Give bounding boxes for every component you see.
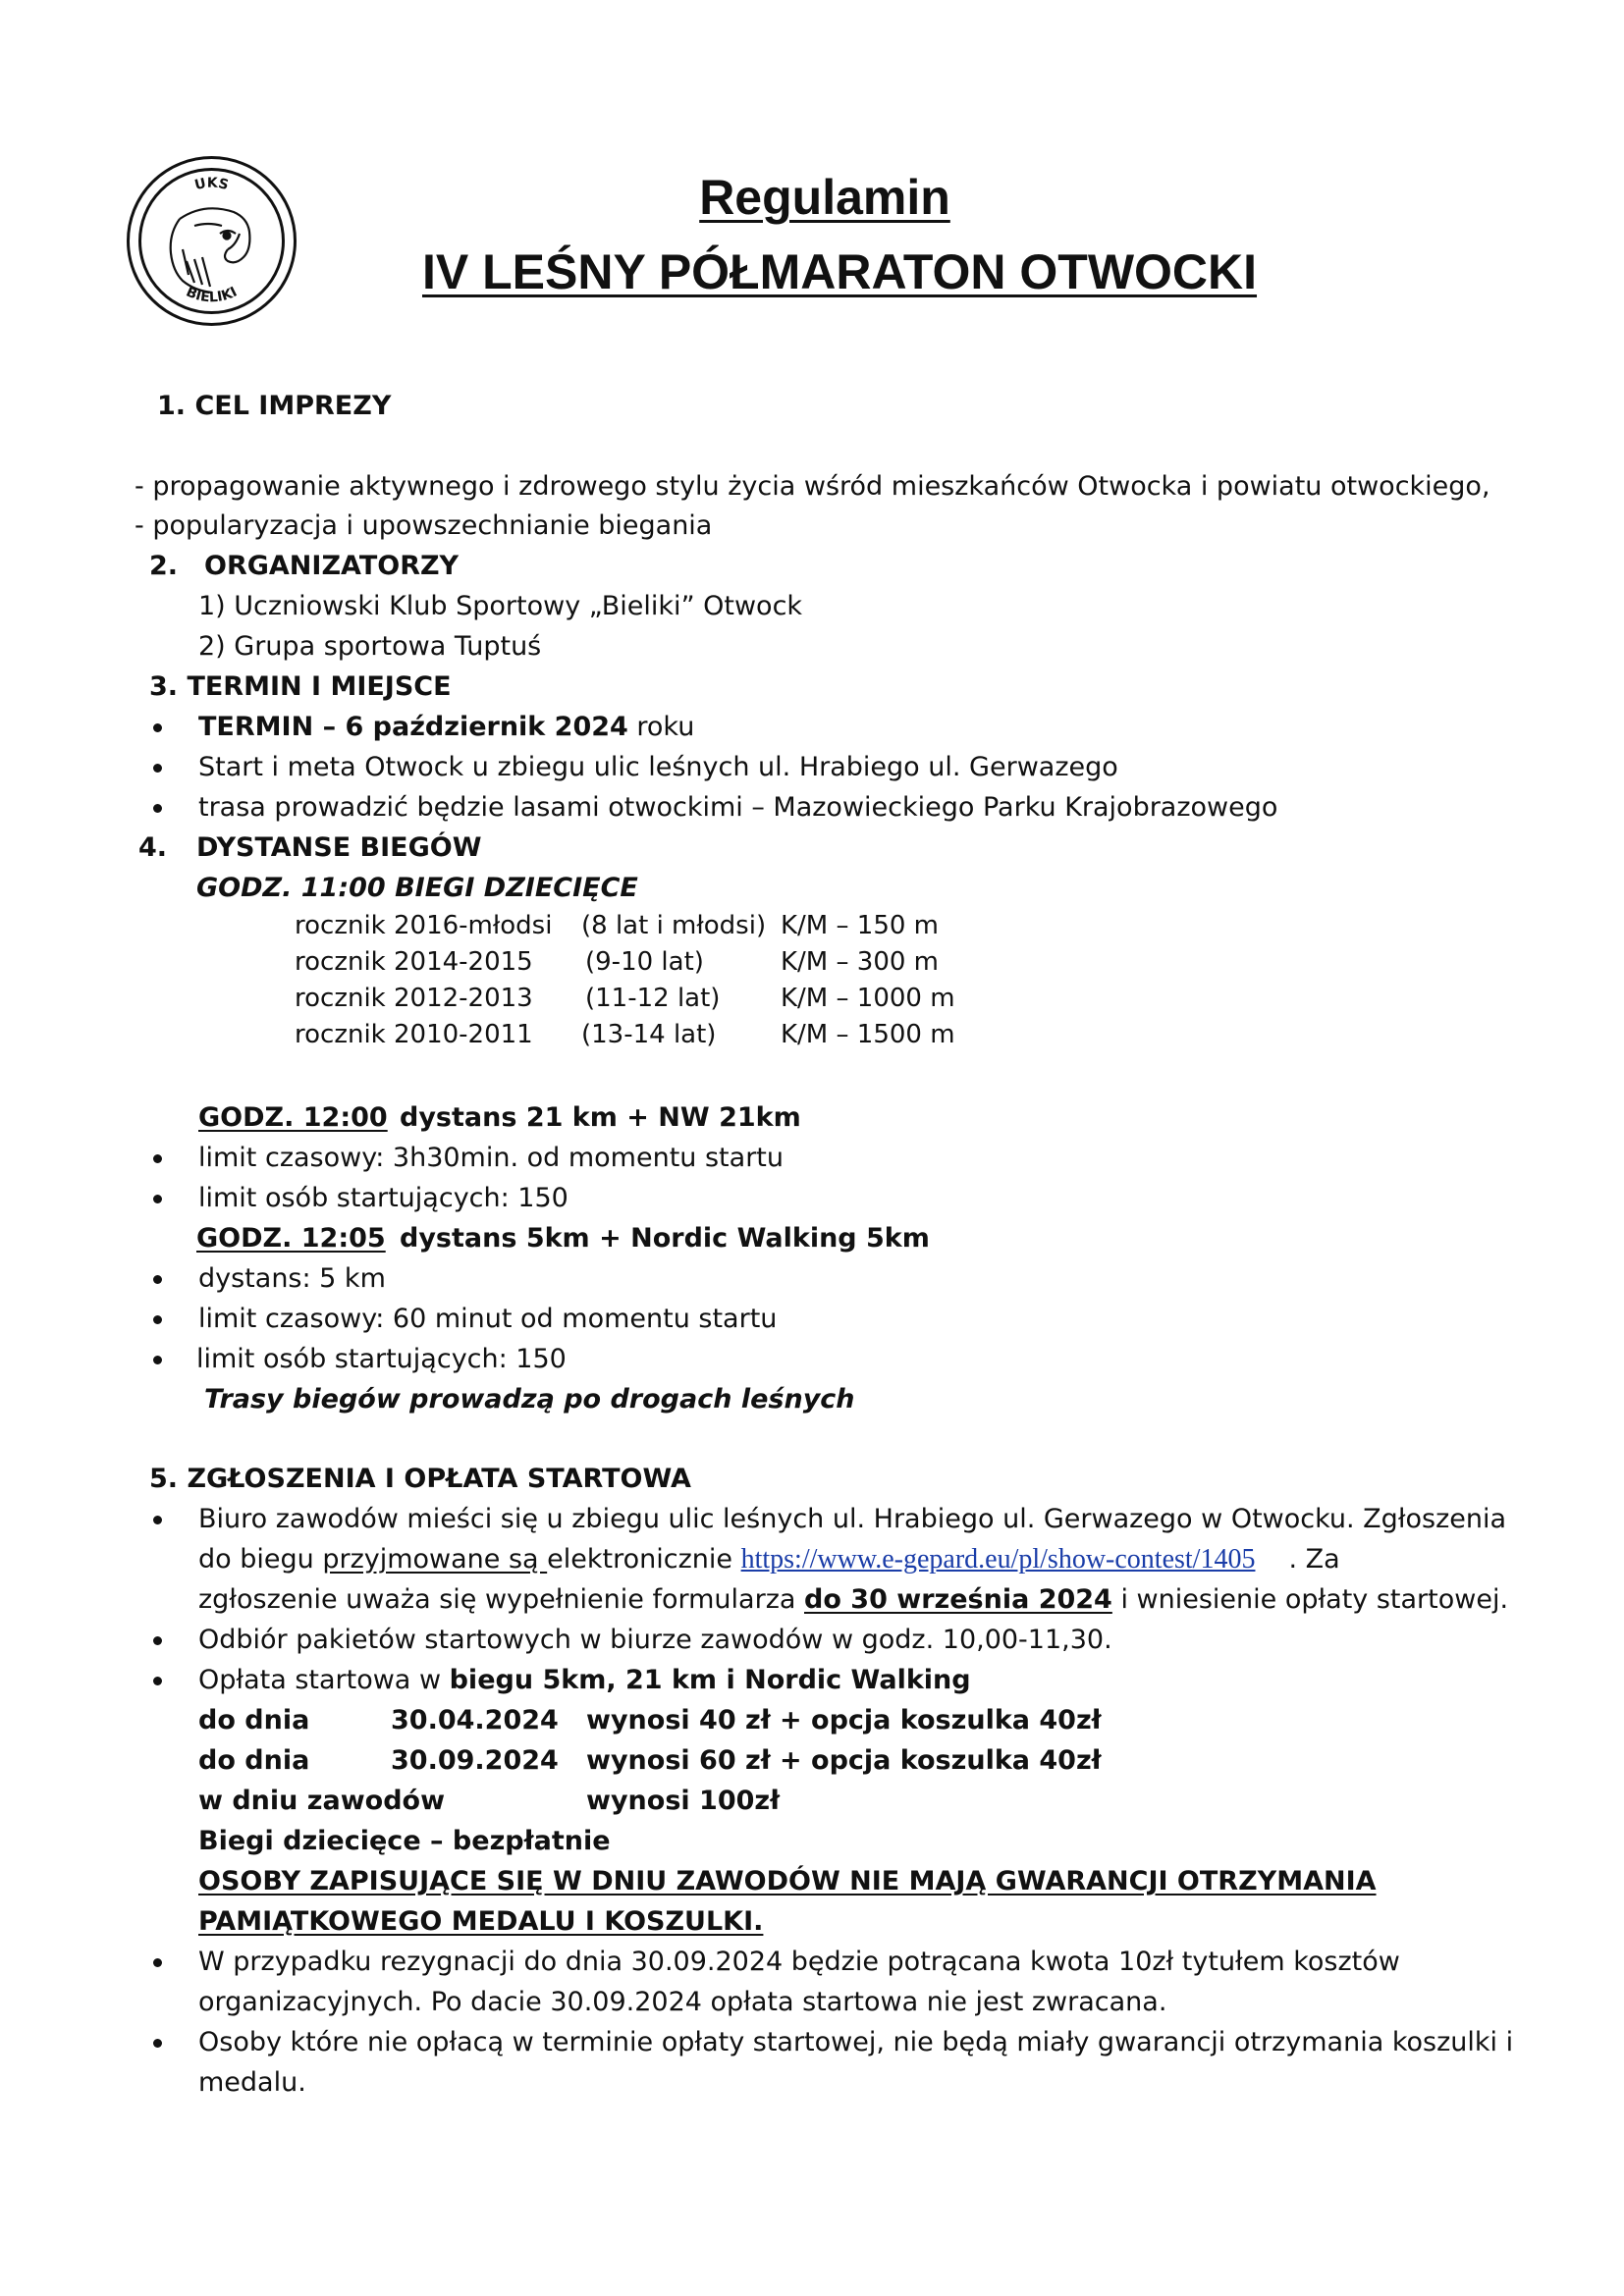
bullet-icon (153, 1195, 162, 1203)
fee-label: w dniu zawodów (198, 1786, 446, 1816)
uks-bieliki-logo (126, 155, 298, 327)
section-1-heading: 1. CEL IMPREZY (157, 391, 392, 421)
bullet-icon (153, 723, 162, 732)
kids-age: (9-10 lat) (585, 947, 704, 977)
fee-option: + opcja koszulka 40zł (780, 1745, 1102, 1776)
s5-cancel-line-2: organizacyjnych. Po dacie 30.09.2024 opłata startowa nie jest zwracana. (198, 1987, 1167, 2017)
s3-termin: TERMIN – 6 październik 2024 roku (198, 712, 695, 742)
logo-bottom-text: BIELIKI (183, 284, 241, 306)
kids-age: (11-12 lat) (585, 984, 721, 1013)
bullet-icon (153, 1516, 162, 1524)
s5-pickup: Odbiór pakietów startowych w biurze zawodów w godz. 10,00-11,30. (198, 1625, 1112, 1655)
bullet-icon (153, 1154, 162, 1163)
routes-note: Trasy biegów prowadzą po drogach leśnych (204, 1384, 855, 1415)
kids-year: rocznik 2016-młodsi (295, 911, 553, 940)
kids-distance: K/M – 300 m (781, 947, 939, 977)
kids-runs-heading: GODZ. 11:00 BIEGI DZIECIĘCE (196, 873, 638, 903)
s3-start-meta: Start i meta Otwock u zbiegu ulic leśnych ul. Hrabiego ul. Gerwazego (198, 752, 1118, 782)
run-21km-time: GODZ. 12:00 (198, 1102, 388, 1133)
bullet-icon (153, 1275, 162, 1284)
s5-fee-heading: Opłata startowa w biegu 5km, 21 km i Nordic Walking (198, 1665, 971, 1695)
section-2-number: 2. (149, 551, 179, 581)
fee-date: 30.09.2024 (391, 1745, 559, 1776)
run-5km-time-limit: limit czasowy: 60 minut od momentu startu (198, 1304, 778, 1334)
kids-distance: K/M – 1500 m (781, 1020, 955, 1049)
s1-line-2: - popularyzacja i upowszechnianie biegania (135, 510, 713, 541)
bullet-icon (153, 1636, 162, 1645)
bullet-icon (153, 1677, 162, 1685)
fee-option: + opcja koszulka 40zł (780, 1705, 1102, 1735)
s1-line-1: - propagowanie aktywnego i zdrowego stylu życia wśród mieszkańców Otwocka i powiatu otwockiego, (135, 471, 1490, 502)
fee-amount: wynosi 60 zł (586, 1745, 771, 1776)
s5-cancel-line-1: W przypadku rezygnacji do dnia 30.09.2024 będzie potrącana kwota 10zł tytułem kosztów (198, 1947, 1400, 1977)
run-21km-participants: limit osób startujących: 150 (198, 1183, 568, 1213)
run-5km-distance: dystans: 5 km (198, 1263, 386, 1294)
kids-year: rocznik 2014-2015 (295, 947, 533, 977)
kids-distance: K/M – 1000 m (781, 984, 955, 1013)
eagle-head-icon (171, 208, 250, 293)
kids-year: rocznik 2012-2013 (295, 984, 533, 1013)
fee-amount: wynosi 100zł (586, 1786, 781, 1816)
registration-link[interactable]: https://www.e-gepard.eu/pl/show-contest/1405 (740, 1544, 1256, 1575)
warning-line-1: OSOBY ZAPISUJĄCE SIĘ W DNIU ZAWODÓW NIE MAJĄ GWARANCJI OTRZYMANIA (198, 1866, 1377, 1896)
kids-free-note: Biegi dziecięce – bezpłatnie (198, 1826, 611, 1856)
bullet-icon (153, 764, 162, 773)
fee-amount: wynosi 40 zł (586, 1705, 771, 1735)
section-3-heading: 3. TERMIN I MIEJSCE (149, 671, 452, 702)
run-21km-time-limit: limit czasowy: 3h30min. od momentu startu (198, 1143, 784, 1173)
kids-age: (8 lat i młodsi) (581, 911, 767, 940)
fee-label: do dnia (198, 1745, 310, 1776)
s5-office-line-1: Biuro zawodów mieści się u zbiegu ulic leśnych ul. Hrabiego ul. Gerwazego w Otwocku. Zgłoszenia (198, 1504, 1507, 1534)
section-4-heading: DYSTANSE BIEGÓW (196, 832, 482, 863)
bullet-icon (153, 1958, 162, 1967)
bullet-icon (153, 1356, 162, 1364)
doc-title: Regulamin (699, 170, 950, 225)
kids-year: rocznik 2010-2011 (295, 1020, 533, 1049)
bullet-icon (153, 1315, 162, 1324)
bullet-icon (153, 804, 162, 813)
s5-office-line-3: zgłoszenie uważa się wypełnienie formularza do 30 września 2024 i wniesienie opłaty startowej. (198, 1584, 1509, 1615)
run-5km-label: dystans 5km + Nordic Walking 5km (400, 1223, 930, 1254)
section-5-heading: 5. ZGŁOSZENIA I OPŁATA STARTOWA (149, 1464, 691, 1494)
run-5km-participants: limit osób startujących: 150 (196, 1344, 567, 1374)
section-2-heading: ORGANIZATORZY (204, 551, 460, 581)
s2-item-2: 2) Grupa sportowa Tuptuś (198, 631, 542, 662)
s3-trasa: trasa prowadzić będzie lasami otwockimi – Mazowieckiego Parku Krajobrazowego (198, 792, 1278, 823)
section-4-number: 4. (138, 832, 168, 863)
doc-subtitle: IV LEŚNY PÓŁMARATON OTWOCKI (422, 244, 1258, 299)
fee-label: do dnia (198, 1705, 310, 1735)
s5-unpaid-line-1: Osoby które nie opłacą w terminie opłaty startowej, nie będą miały gwarancji otrzymania koszulki i (198, 2027, 1514, 2057)
run-5km-time: GODZ. 12:05 (196, 1223, 386, 1254)
kids-distance: K/M – 150 m (781, 911, 939, 940)
kids-age: (13-14 lat) (581, 1020, 717, 1049)
s5-office-line-2: do biegu przyjmowane są elektronicznie https://www.e-gepard.eu/pl/show-contest/1405 . Za (198, 1544, 1340, 1575)
logo-top-text: UKS (192, 175, 231, 194)
bullet-icon (153, 2039, 162, 2048)
fee-date: 30.04.2024 (391, 1705, 559, 1735)
s5-unpaid-line-2: medalu. (198, 2067, 306, 2098)
s2-item-1: 1) Uczniowski Klub Sportowy „Bieliki” Otwock (198, 591, 803, 621)
warning-line-2: PAMIĄTKOWEGO MEDALU I KOSZULKI. (198, 1906, 764, 1937)
run-21km-label: dystans 21 km + NW 21km (400, 1102, 801, 1133)
